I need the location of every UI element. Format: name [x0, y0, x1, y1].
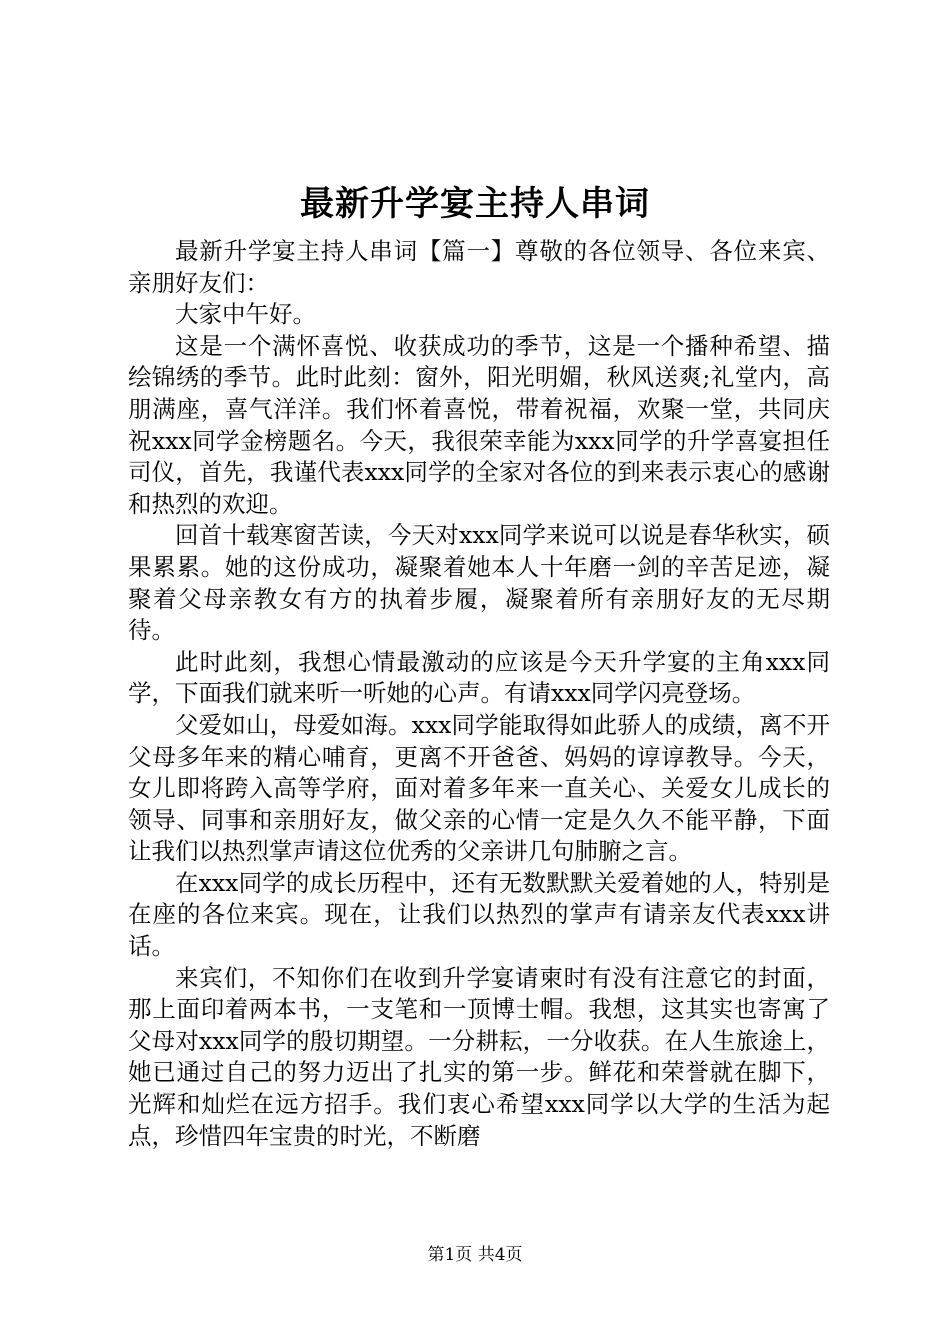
- paragraph: 父爱如山，母爱如海。xxx同学能取得如此骄人的成绩，离不开父母多年来的精心哺育，更离不开爸爸、妈妈的谆谆教导。今天，女儿即将跨入高等学府，面对着多年来一直关心、关爱女儿成长的领导、同事和亲朋好友，做父亲的心情一定是久久不能平静，下面让我们以热烈掌声请这位优秀的父亲讲几句肺腑之言。: [128, 710, 830, 866]
- page-title: 最新升学宴主持人串词: [300, 184, 650, 224]
- paragraph: 在xxx同学的成长历程中，还有无数默默关爱着她的人，特别是在座的各位来宾。现在，让我们以热烈的掌声有请亲友代表xxx讲话。: [128, 868, 830, 961]
- document-body: [128, 236, 830, 1152]
- paragraph: 回首十载寒窗苦读，今天对xxx同学来说可以说是春华秋实，硕果累累。她的这份成功，凝聚着她本人十年磨一剑的辛苦足迹，凝聚着父母亲教女有方的执着步履，凝聚着所有亲朋好友的无尽期待。: [128, 521, 830, 645]
- paragraph: 大家中午好。: [175, 300, 316, 329]
- page-number-footer: 第1页 共4页: [427, 1245, 523, 1265]
- paragraph: 来宾们，不知你们在收到升学宴请柬时有没有注意它的封面，那上面印着两本书，一支笔和一顶博士帽。我想，这其实也寄寓了父母对xxx同学的殷切期望。一分耕耘，一分收获。在人生旅途上，她已通过自己的努力迈出了扎实的第一步。鲜花和荣誉就在脚下，光辉和灿烂在远方招手。我们衷心希望xxx同学以大学的生活为起点，珍惜四年宝贵的时光，不断磨: [128, 963, 830, 1150]
- paragraph: 此时此刻，我想心情最激动的应该是今天升学宴的主角xxx同学，下面我们就来听一听她的心声。有请xxx同学闪亮登场。: [128, 647, 830, 708]
- paragraph: 这是一个满怀喜悦、收获成功的季节，这是一个播种希望、描绘锦绣的季节。此时此刻：窗外，阳光明媚，秋风送爽;礼堂内，高朋满座，喜气洋洋。我们怀着喜悦，带着祝福，欢聚一堂，共同庆祝xxx同学金榜题名。今天，我很荣幸能为xxx同学的升学喜宴担任司仪，首先，我谨代表xxx同学的全家对各位的到来表示衷心的感谢和热烈的欢迎。: [128, 331, 830, 518]
- paragraph: 最新升学宴主持人串词【篇一】尊敬的各位领导、各位来宾、亲朋好友们：: [128, 237, 830, 297]
